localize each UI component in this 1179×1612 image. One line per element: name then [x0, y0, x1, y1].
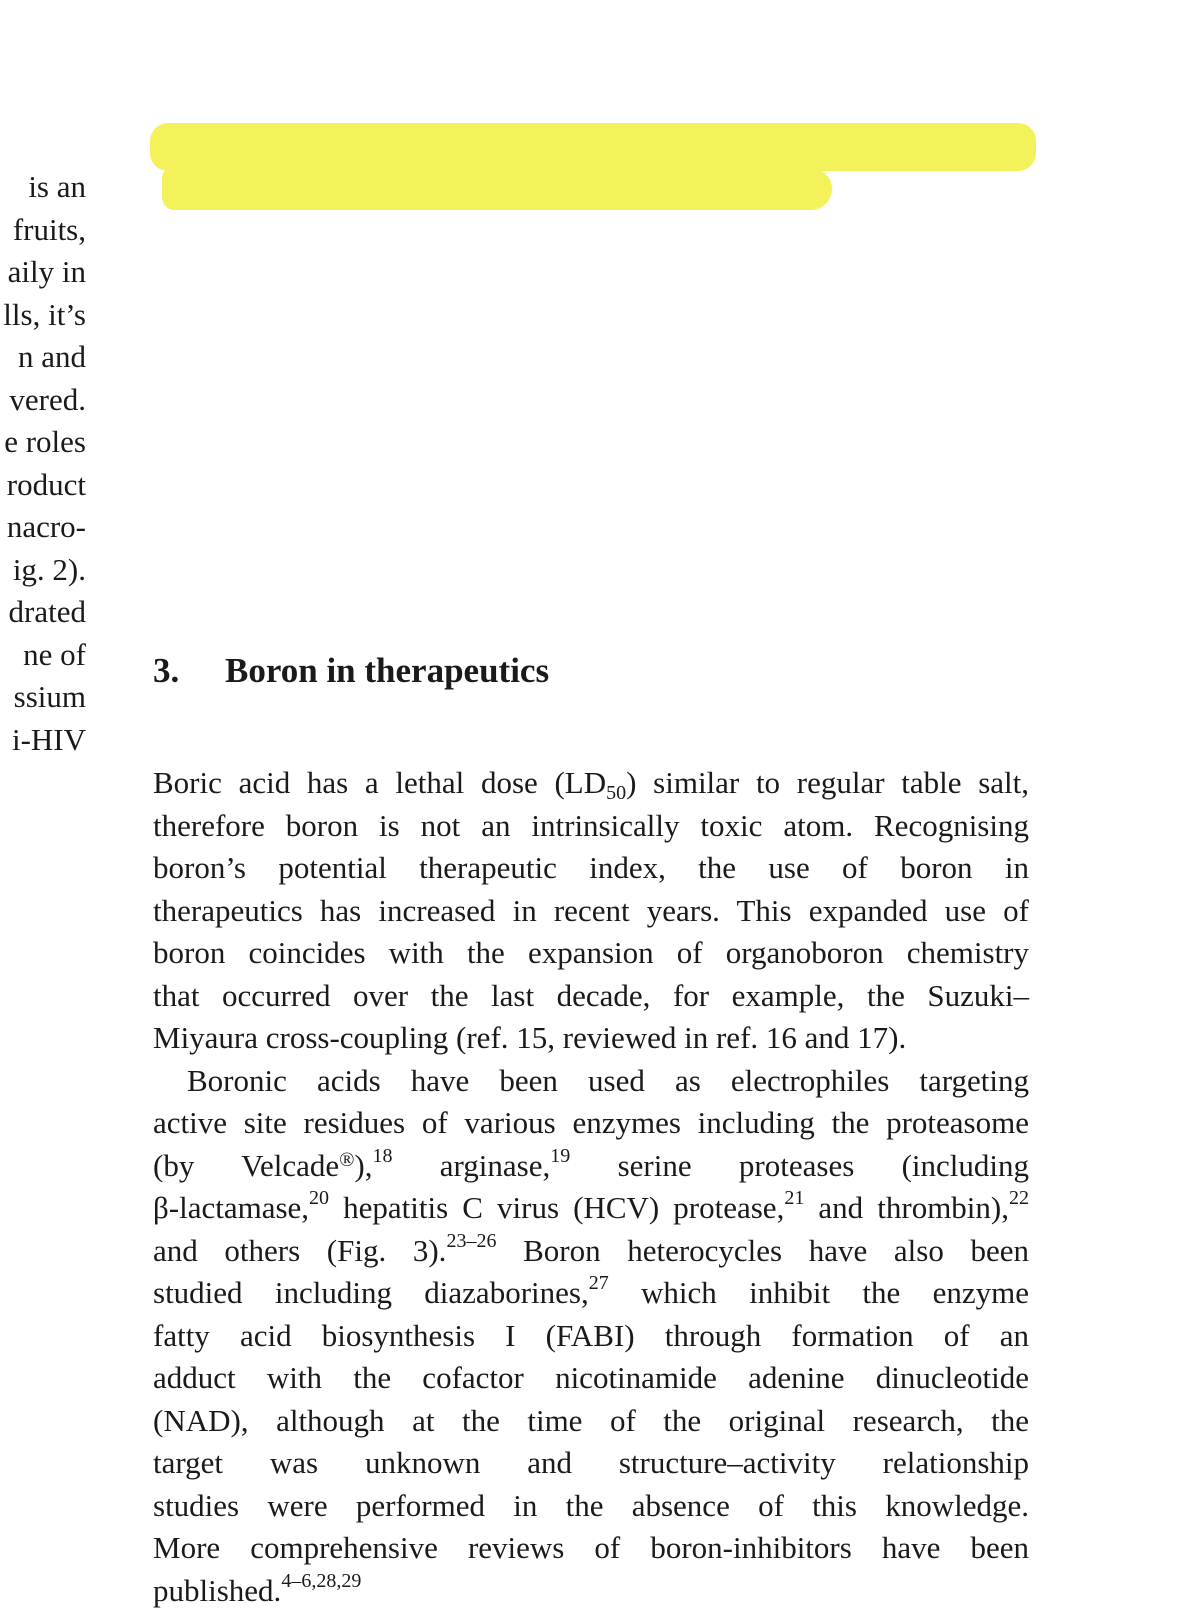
text-line: that occurred over the last decade, for example, the Suzuki– [153, 975, 1029, 1018]
section-title: Boron in therapeutics [225, 651, 549, 690]
text-line: therapeutics has increased in recent years. This expanded use of [153, 890, 1029, 933]
citation-ref: 23–26 [446, 1230, 496, 1252]
left-fragment: n and [0, 336, 86, 379]
left-fragment: nacro- [0, 506, 86, 549]
text-line: (NAD), although at the time of the original research, the [153, 1400, 1029, 1443]
left-column-cropped-text [0, 166, 86, 761]
citation-ref: 27 [589, 1272, 609, 1294]
text-line: target was unknown and structure–activity relationship [153, 1442, 1029, 1485]
text-line: Miyaura cross-coupling (ref. 15, reviewed in ref. 16 and 17). [153, 1017, 1029, 1060]
text-run: which inhibit the enzyme [609, 1275, 1029, 1310]
left-fragment: ssium [0, 676, 86, 719]
left-fragment: i-HIV [0, 719, 86, 762]
text-run: (by Velcade [153, 1148, 339, 1183]
text-run: Boron heterocycles have also been [496, 1233, 1029, 1268]
left-fragment: ig. 2). [0, 549, 86, 592]
citation-ref: 20 [309, 1187, 329, 1209]
left-fragment: drated [0, 591, 86, 634]
paragraph-1 [153, 762, 1029, 1060]
text-line [153, 762, 1029, 805]
text-line: fatty acid biosynthesis I (FABI) through formation of an [153, 1315, 1029, 1358]
text-line: boron coincides with the expansion of organoboron chemistry [153, 932, 1029, 975]
text-line [153, 1230, 1029, 1273]
text-run: hepatitis C virus (HCV) protease, [329, 1190, 784, 1225]
citation-ref: 22 [1009, 1187, 1029, 1209]
text-line: studies were performed in the absence of this knowledge. [153, 1485, 1029, 1528]
text-run: and thrombin), [804, 1190, 1009, 1225]
text-run: Boric acid has a lethal dose (LD [153, 765, 606, 800]
text-line: More comprehensive reviews of boron-inhibitors have been [153, 1527, 1029, 1570]
text-run: ), [354, 1148, 372, 1183]
text-line: therefore boron is not an intrinsically toxic atom. Recognising [153, 805, 1029, 848]
text-run: serine proteases (including [570, 1148, 1029, 1183]
registered-mark: ® [339, 1149, 354, 1171]
text-run: arginase, [392, 1148, 550, 1183]
text-line [153, 1570, 1029, 1612]
text-run: β-lactamase, [153, 1190, 309, 1225]
highlight-mark-line-1 [150, 123, 1036, 171]
text-line [153, 1187, 1029, 1230]
left-fragment: is an [0, 166, 86, 209]
paragraph-2 [153, 1060, 1029, 1612]
highlight-mark-line-2 [162, 168, 832, 210]
subscript: 50 [606, 782, 626, 804]
text-run: published. [153, 1573, 281, 1608]
left-fragment: ne of [0, 634, 86, 677]
main-column [153, 762, 1029, 1612]
citation-ref: 21 [784, 1187, 804, 1209]
text-line [153, 1272, 1029, 1315]
left-fragment: roduct [0, 464, 86, 507]
text-run: and others (Fig. 3). [153, 1233, 446, 1268]
text-line: adduct with the cofactor nicotinamide adenine dinucleotide [153, 1357, 1029, 1400]
text-line: Boronic acids have been used as electrophiles targeting [153, 1060, 1029, 1103]
text-run: studied including diazaborines, [153, 1275, 589, 1310]
left-fragment: fruits, [0, 209, 86, 252]
text-run: ) similar to regular table salt, [626, 765, 1029, 800]
left-fragment: e roles [0, 421, 86, 464]
citation-ref: 4–6,28,29 [281, 1570, 361, 1592]
text-line: active site residues of various enzymes including the proteasome [153, 1102, 1029, 1145]
text-line: boron’s potential therapeutic index, the use of boron in [153, 847, 1029, 890]
left-fragment: aily in [0, 251, 86, 294]
left-fragment: vered. [0, 379, 86, 422]
citation-ref: 18 [372, 1145, 392, 1167]
text-line [153, 1145, 1029, 1188]
left-fragment: lls, it’s [0, 294, 86, 337]
section-number: 3. [153, 649, 225, 693]
section-heading [153, 649, 1179, 693]
citation-ref: 19 [550, 1145, 570, 1167]
